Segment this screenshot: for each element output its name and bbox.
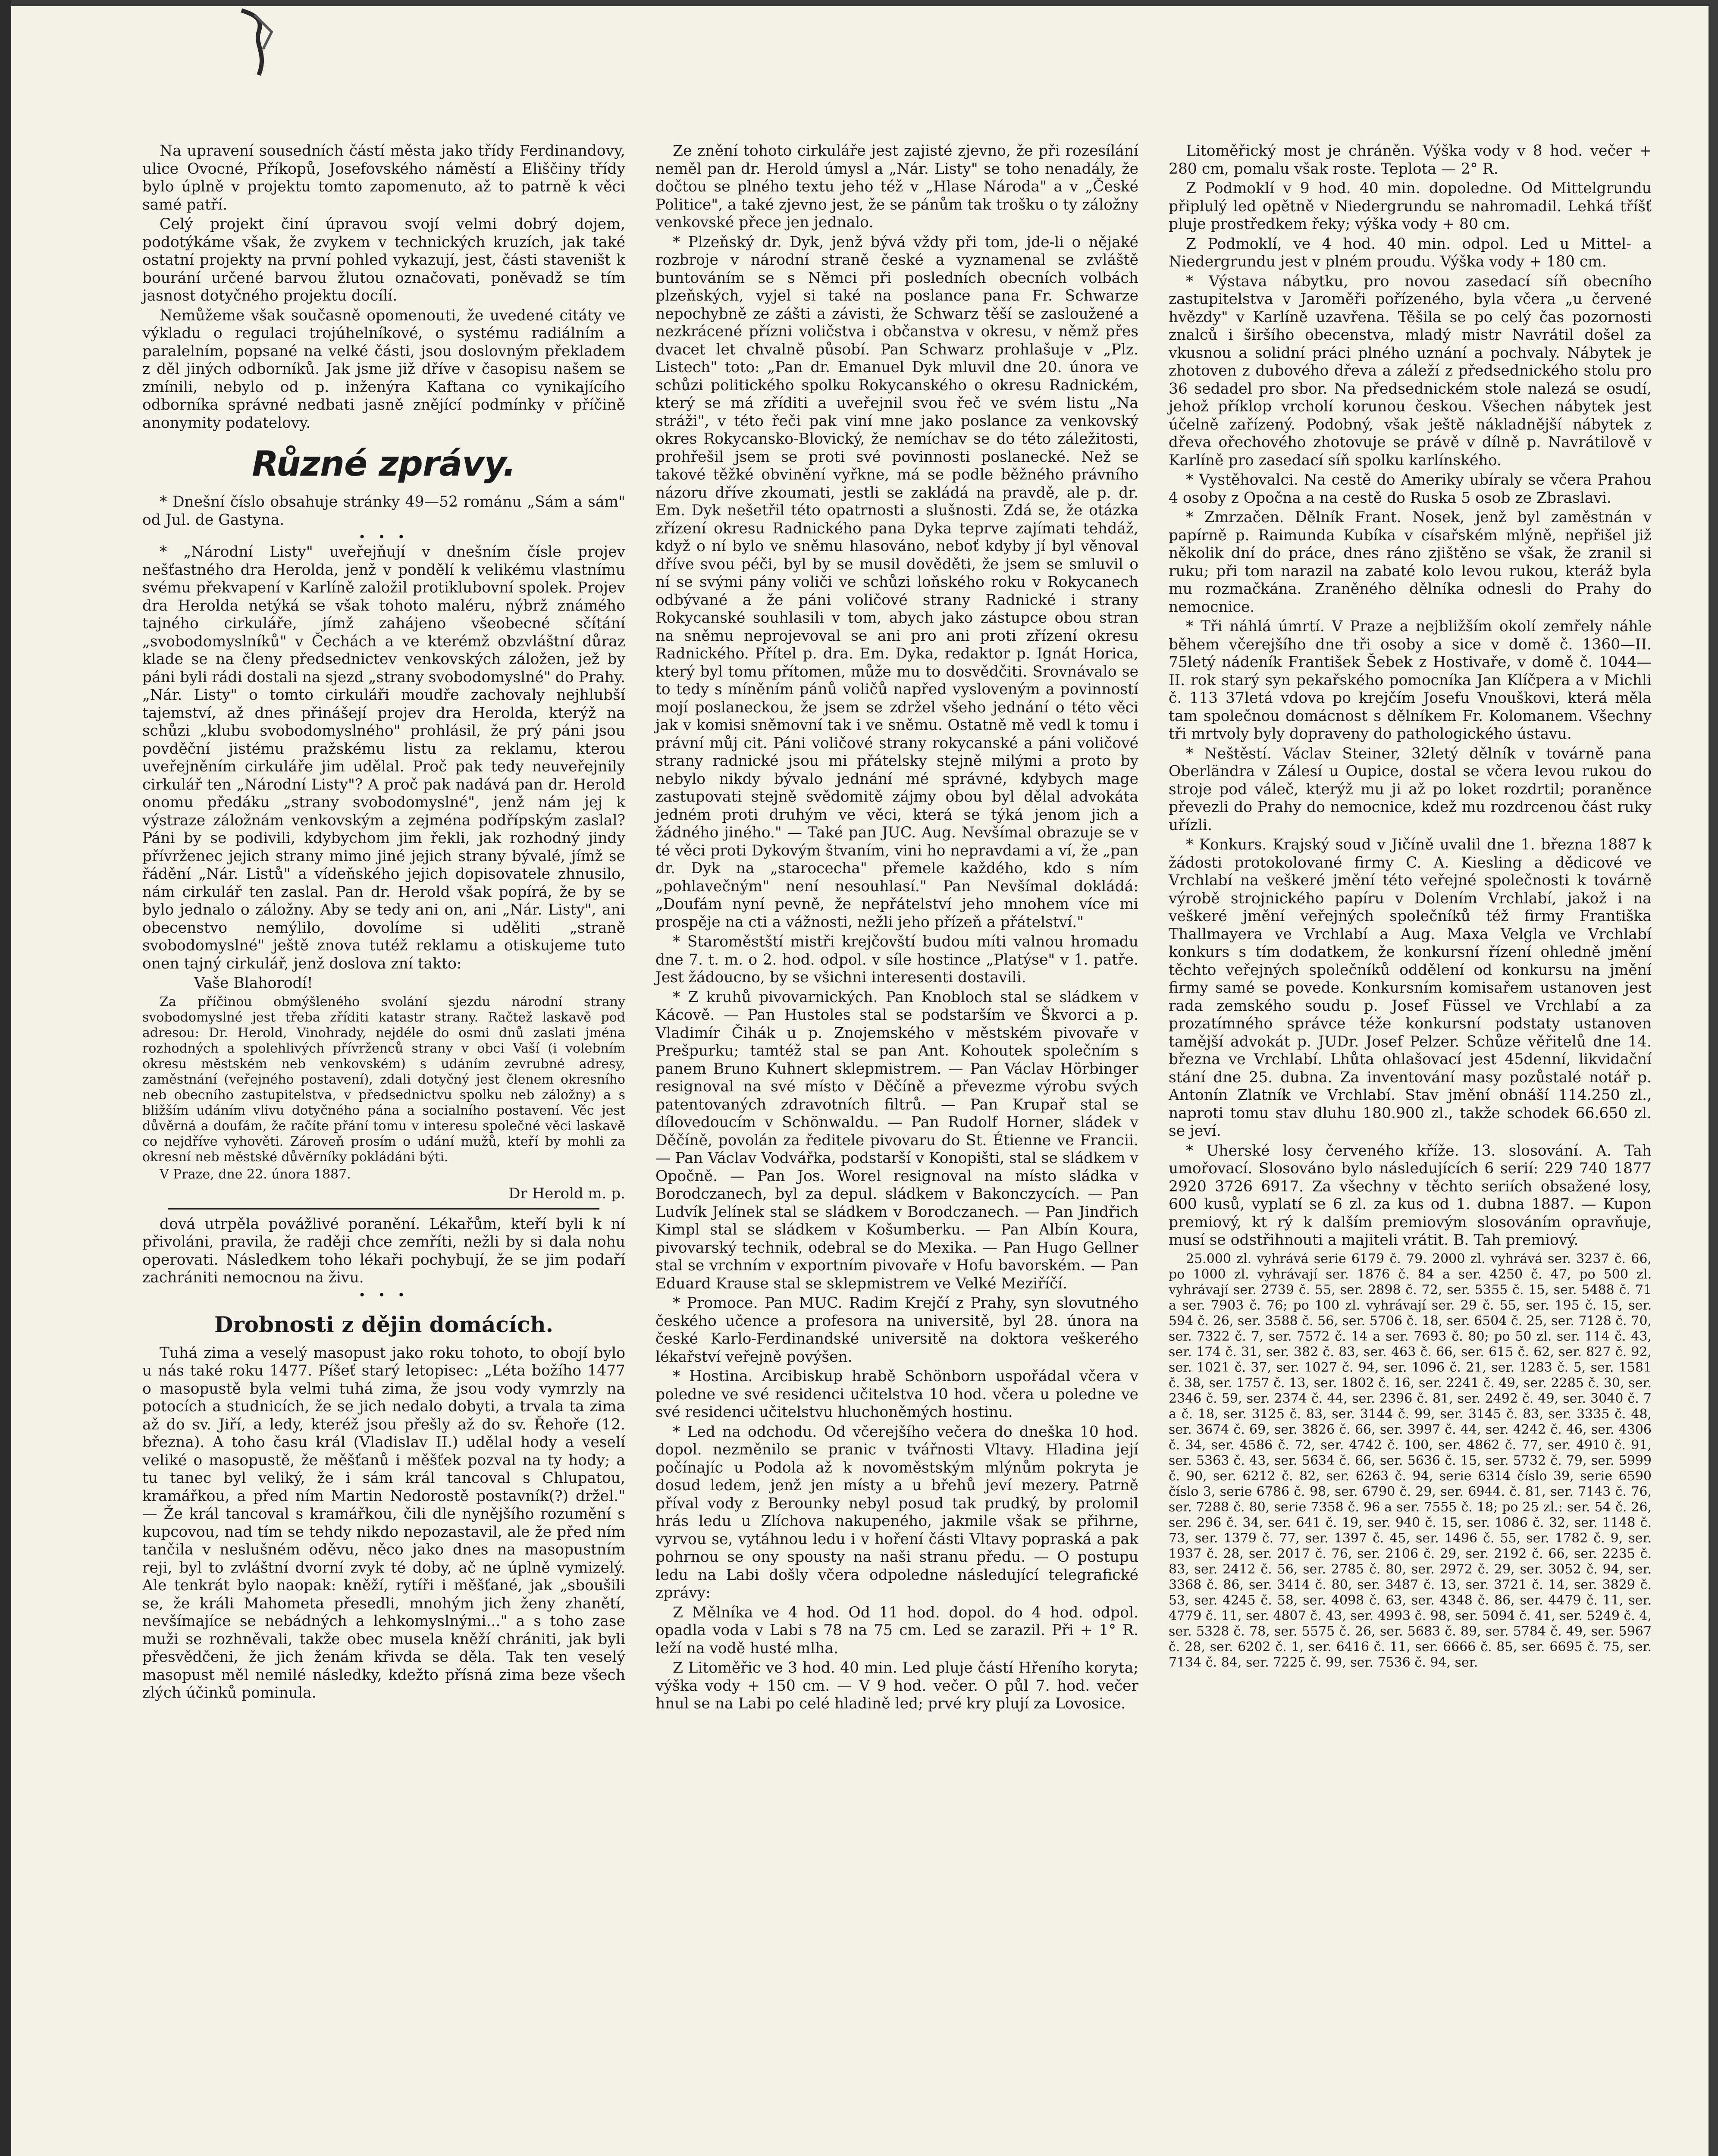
letter-body: Za příčinou obmýšleného svolání sjezdu národní strany svobodomyslné jest třeba zříditi katastr strany. Račtež laskavě pod adresou: Dr. Herold, Vinohrady, nejdéle do osmi dnů zaslati jména rozhodných a spolehlivých přívrženců strany v obci Vaší (i volebním okresu městském neb venkovském) s udáním zevrubné adresy, zaměstnání (veřejného postavení), zdali dotyčný jest členem okresního neb obecního zastupitelstva, v předsednictvu spolku neb záložny) a s bližším udáním vlivu dotyčného pána a socialního postavení. Věc jest důvěrná a doufám, že račíte přání tomu v interesu společné věci laskavě co nejdříve vyhověti. Zároveň prosím o udání mužů, kteří by mohli za okresní neb městské důvěrníky pokládáni býti. <box>142 994 625 1165</box>
paragraph: Celý projekt činí úpravou svojí velmi dobrý dojem, podotýkáme však, že zvykem v technických kruzích, jak také ostatní projekty na první pohled vykazují, jest, části staveništ k bourání určené barvou žlutou označovati, poněvadž se tím jasnost dotyčného projektu docílí. <box>142 216 625 304</box>
paragraph: Ze znění tohoto cirkuláře jest zajisté zjevno, že při rozesílání neměl pan dr. Herold úmysl a „Nár. Listy" se toho nenadály, že dočtou se plného textu jeho též v „Hlase Národa" a v „České Politice", a také zjevno jest, že se pánům tak trošku o ty záložny venkovské přece jen jednalo. <box>655 142 1138 231</box>
news-item: * Z kruhů pivovarnických. Pan Knobloch stal se sládkem v Kácově. — Pan Hustoles stal se podstarším ve Škvorci a p. Vladimír Čihák u p. Znojemského v městském pivovaře v Prešpurku; tamtéž stal se pan Ant. Kohoutek společním s panem Bruno Kuhnert sklepmistrem. — Pan Václav Hörbinger resignoval na své místo v Děčíně a převezme výrobu svých patentovaných zdravotních filtrů. — Pan Krupař stal se dílovedoucím v Schönwaldu. — Pan Rudolf Horner, sládek v Děčíně, povolán za ředitele pivovaru do St. Étienne ve Francii. — Pan Václav Vodvářka, podstarší v Konopišti, stal se sládkem v Opočně. — Pan Jos. Worel resignoval na místo sládka v Borodczanech, byl za depul. sládkem v Bakonczycích. — Pan Ludvík Jelínek stal se sládkem v Borodczanech. — Pan Jindřich Kimpl stal se sládkem v Košumberku. — Pan Albín Koura, pivovarský technik, odebral se do Mexika. — Pan Hugo Gellner stal se vrchním v exportním pivovaře v Hofu bavorském. — Pan Eduard Krause stal se sklepmistrem ve Velké Meziříčí. <box>655 988 1138 1292</box>
news-item: * Výstava nábytku, pro novou zasedací síň obecního zastupitelstva v Jaroměři pořízeného, byla včera „u červené hvězdy" v Karlíně uzavřena. Těšila se po celý čas pozornosti znalců i širšího obecenstva, mladý mistr Navrátil došel za vkusnou a solidní práci plného uznání a pochvaly. Nábytek je zhotoven z dubového dřeva a záleží z předsednického stolu pro 36 sedadel pro sbor. Na předsednickém stole nalezá se osudí, jehož příklop vrcholí korunou českou. Všechen nábytek jest účelně zařízený. Podobný, však ještě nákladnější nábytek z dřeva ořechového zhotovuje se právě v dílně p. Navrátilově v Karlíně pro zasedací síň spolku karlínského. <box>1169 273 1652 469</box>
news-item: * Uherské losy červeného kříže. 13. slosování. A. Tah umořovací. Slosováno bylo následujících 6 serií: 229 740 1877 2920 3726 6917. Za všechny v těchto seriích obsažené losy, 600 kusů, vyplatí se 6 zl. za kus od 1. dubna 1887. — Kupon premiový, kt rý k dalším premiovým slosováním opravňuje, musí se odstřihnouti a majiteli vrátit. B. Tah premiový. <box>1169 1142 1652 1249</box>
column-right <box>1169 142 1652 1672</box>
paragraph: Na upravení sousedních částí města jako třídy Ferdinandovy, ulice Ovocné, Příkopů, Josefovského náměstí a Eliščiny třídy bylo úplně v projektu tomto zapomenuto, až to patrně k věci samé patří. <box>142 142 625 213</box>
lottery-results: 25.000 zl. vyhrává serie 6179 č. 79. 2000 zl. vyhrává ser. 3237 č. 66, po 1000 zl. vyhrávají ser. 1876 č. 84 a ser. 4250 č. 47, po 500 zl. vyhrávají ser. 2739 č. 55, ser. 2898 č. 72, ser. 5355 č. 15, ser. 5488 č. 71 a ser. 7903 č. 76; po 100 zl. vyhrávají ser. 29 č. 55, ser. 195 č. 15, ser. 594 č. 26, ser. 3588 č. 56, ser. 5706 č. 18, ser. 6504 č. 25, ser. 7128 č. 70, ser. 7322 č. 7, ser. 7572 č. 14 a ser. 7693 č. 80; po 50 zl. ser. 114 č. 43, ser. 174 č. 31, ser. 382 č. 83, ser. 463 č. 66, ser. 615 č. 62, ser. 827 č. 92, ser. 1021 č. 37, ser. 1027 č. 94, ser. 1096 č. 21, ser. 1283 č. 5, ser. 1581 č. 38, ser. 1757 č. 13, ser. 1802 č. 16, ser. 2241 č. 49, ser. 2285 č. 30, ser. 2346 č. 59, ser. 2374 č. 44, ser. 2396 č. 81, ser. 2492 č. 49, ser. 3040 č. 7 a č. 18, ser. 3125 č. 83, ser. 3144 č. 99, ser. 3145 č. 83, ser. 3335 č. 48, ser. 3674 č. 69, ser. 3826 č. 66, ser. 3997 č. 44, ser. 4242 č. 46, ser. 4306 č. 34, ser. 4586 č. 72, ser. 4742 č. 100, ser. 4862 č. 77, ser. 4910 č. 91, ser. 5363 č. 43, ser. 5634 č. 66, ser. 5636 č. 15, ser. 5732 č. 79, ser. 5999 č. 90, ser. 6212 č. 82, ser. 6263 č. 94, serie 6314 číslo 39, serie 6590 číslo 3, serie 6786 č. 98, ser. 6790 č. 29, ser. 6944. č. 81, ser. 7143 č. 76, ser. 7288 č. 80, serie 7358 č. 96 a ser. 7555 č. 18; po 25 zl.: ser. 54 č. 26, ser. 296 č. 34, ser. 641 č. 19, ser. 940 č. 15, ser. 1086 č. 32, ser. 1148 č. 73, ser. 1379 č. 77, ser. 1397 č. 45, ser. 1496 č. 55, ser. 1782 č. 9, ser. 1937 č. 28, ser. 2017 č. 76, ser. 2106 č. 29, ser. 2192 č. 66, ser. 2235 č. 83, ser. 2412 č. 56, ser. 2785 č. 80, ser. 2972 č. 29, ser. 3052 č. 94, ser. 3368 č. 86, ser. 3414 č. 80, ser. 3487 č. 13, ser. 3721 č. 14, ser. 3829 č. 53, ser. 4245 č. 58, ser. 4098 č. 63, ser. 4348 č. 86, ser. 4479 č. 11, ser. 4779 č. 11, ser. 4807 č. 43, ser. 4993 č. 98, ser. 5094 č. 41, ser. 5249 č. 4, ser. 5328 č. 78, ser. 5575 č. 26, ser. 5683 č. 89, ser. 5784 č. 49, ser. 5967 č. 28, ser. 6202 č. 1, ser. 6416 č. 11, ser. 6666 č. 85, ser. 6695 č. 75, ser. 7134 č. 84, ser. 7225 č. 99, ser. 7536 č. 94, ser. <box>1169 1251 1652 1670</box>
news-item: * Plzeňský dr. Dyk, jenž bývá vždy při tom, jde-li o nějaké rozbroje v národní straně české a vyznamenal se zvláště buntováním se s Němci při posledních obecních volbách plzeňských, vyjel si také na poslance pana Fr. Schwarze nepochybně ze zášti a závisti, že Schwarz těší se zasloužené a nezkrácené přízni voličstva i občanstva v okresu, v němž přes dvacet let chvalně působí. Pan Schwarz prohlašuje v „Plz. Listech" toto: „Pan dr. Emanuel Dyk mluvil dne 20. února ve schůzi politického spolku Rokycanského o okresu Radnickém, který se má zříditi a uveřejnil svou řeč ve svém listu „Na stráži", v této řeči pak viní mne jako poslance za venkovský okres Rokycansko-Blovický, že nemíchav se do této záležitosti, prohřešil jsem se proti své povinnosti poslanecké. Než se takové těžké obvinění vyřkne, má se podle běžného právního názoru dříve zkoumati, jestli se zakládá na pravdě, ale p. dr. Em. Dyk nešetřil této opatrnosti a slušnosti. Zdá se, že otázka zřízení okresu Radnického pana Dyka teprve zajímati tehdáž, když o ní bylo ve sněmu hlasováno, neboť kdyby jí byl věnoval dříve svou péči, byl by se musil dověděti, že jsem se smluvil o ní se svými pány voliči ve schůzi loňského roku v Rokycanech odbývané a že páni voličové strany Radnické i strany Rokycanské souhlasili v tom, abych jako zástupce obou stran na sněmu neprojevoval se ani pro ani proti zřízení okresu Radnického. Přítel p. dra. Em. Dyka, redaktor p. Ignát Horica, který byl tomu přítomen, může mu to dosvědčiti. Srovnávalo se to tedy s míněním pánů voličů napřed vysloveným a povinností mojí poslaneckou, že jsem se zdržel všeho jednání o této věci jak v komisi sněmovní tak i ve sněmu. Ostatně mě vedl k tomu i právní můj cit. Páni voličové strany rokycanské a páni voličové strany radnické jsou mi přátelsky stejně milými a proto by nebylo nikdy bývalo jednání mé správné, kdybych mage zastupovati stejně svědomitě zájmy obou byl dělal advokáta jedném proti druhým ve věci, která se týká jenom jich a žádného jiného." — Také pan JUC. Aug. Nevšímal obrazuje se v té věci proti Dykovým štvaním, vini ho nepravdami a ví, že „pan dr. Dyk na „starocecha" přemele každého, kdo s ním „pohlavečným" není nesouhlasí." Pan Nevšímal dokládá: „Doufám nyní pevně, že nepřátelství jeho mnohem více mi prospěje na cti a vážnosti, nežli jeho přízeň a přátelství." <box>655 233 1138 931</box>
scan-border-top <box>0 0 1718 6</box>
news-item: * „Národní Listy" uveřejňují v dnešním čísle projev nešťastného dra Herolda, jenž v pondělí k velikému vlastnímu svému překvapení v Karlíně založil protiklubovní spolek. Projev dra Herolda netýká se však tohoto maléru, nýbrž známého tajného cirkuláře, jímž zahájeno všeobecné sčítání „svobodomyslníků" v Čechách a ve kterémž obzvláštní důraz klade se na členy předsednictev venkovských záložen, jež by páni byli rádi dostali na sjezd „strany svobodomyslné" do Prahy. „Nár. Listy" o tomto cirkuláři moudře zachovaly nejhlubší tajemství, až dnes přinášejí projev dra Herolda, kterýž na schůzi „klubu svobodomyslného" prohlásil, že prý páni jsou povděční jistému pražskému listu za reklamu, kterou uveřejněním cirkuláře jim udělal. Proč pak tedy neuveřejnily cirkulář ten „Národní Listy"? A proč pak nadává pan dr. Herold onomu předáku „strany svobodomyslné", jenž nám jej k výstraze záložnám venkovským a zejména podřípským zaslal? Páni by se podivili, kdybychom jim řekli, jak rozhodný jindy přívrženec jejich strany mimo jiné jejich strany bývalé, jímž se řádění „Nár. Listů" a vídeňského jejich dopisovatele zhnusilo, nám cirkulář ten zaslal. Pan dr. Herold však popírá, že by se bylo jednalo o záložny. Aby se tedy ani on, ani „Nár. Listy", ani obecenstvo nemýlilo, dovolíme si uděliti „straně svobodomyslné" ještě znova tutéž reklamu a otiskujeme tuto onen tajný cirkulář, jenž doslova zní takto: <box>142 543 625 972</box>
news-item: * Led na odchodu. Od včerejšího večera do dneška 10 hod. dopol. nezměnilo se pranic v tvářnosti Vltavy. Hladina její počínajíc u Podola až k novoměstským mlýnům pokryta je dosud ledem, jenž jen místy a u břehů jeví mezery. Patrně příval vody z Berounky nebyl posud tak prudký, by prolomil hrás ledu u Zlíchova nakupeného, jakmile však se přihrne, vyrvou se, vytáhnou ledu i v hoření části Vltavy popraská a pak pohrnou se ony spousty na naši stranu předu. — O postupu ledu na Labi došly včera odpoledne následující telegrafické zprávy: <box>655 1423 1138 1601</box>
scan-border-right <box>1709 0 1718 2156</box>
paragraph: dová utrpěla povážlivé poranění. Lékařům, kteří byli k ní přivoláni, pravila, že raději chce zemříti, nežli by si dala nohu operovati. Následkem toho lékaři pochybují, že se jim podaří zachrániti nemocnou na živu. <box>142 1215 625 1286</box>
telegram-report: Z Litoměřic ve 3 hod. 40 min. Led pluje částí Hřeního koryta; výška vody + 150 cm. — V 9 hod. večer. O půl 7. hod. večer hnul se na Labi po celé hladině led; prvé kry plují za Lovosice. <box>655 1659 1138 1712</box>
news-item: * Neštěstí. Václav Steiner, 32letý dělník v továrně pana Oberländra v Zálesí u Oupice, dostal se včera levou rukou do stroje pod váleč, kterýž mu ji až po loket rozdrtil; poraněnce převezli do Prahy do nemocnice, kdež mu rozdrcenou část ruky uřízli. <box>1169 745 1652 834</box>
column-left <box>142 142 625 1704</box>
news-item: * Staroměstští mistři krejčovští budou míti valnou hromadu dne 7. t. m. o 2. hod. odpol. v síle hostince „Platýse" v 1. patře. Jest žádoucno, by se všichni interesenti dostavili. <box>655 933 1138 986</box>
letter-signature: Dr Herold m. p. <box>508 1185 625 1202</box>
news-item: * Konkurs. Krajský soud v Jičíně uvalil dne 1. března 1887 k žádosti protokolované firmy C. A. Kiesling a dědicové ve Vrchlabí na veškeré jmění této veřejné společnosti k továrně výrobě strojnického papíru v Dolením Vrchlabí, jakož i na veškeré jmění veřejných společníků též firmy Františka Thallmayera ve Vrchlabí a Aug. Maxa Velgla ve Vrchlabí konkurs s tím dodatkem, že konkursní řízení ohledně jmění těchto veřejných společníků oddělení od konkursu na jmění firmy samé se povede. Konkursním komisařem ustanoven jest rada zemského soudu p. Josef Füssel ve Vrchlabí a za prozatímného správce téže konkursní podstaty ustanoven tamější advokát p. JUDr. Josef Pelzer. Schůze věřitelů dne 14. března ve Vrchlabí. Lhůta ohlašovací jest 45denní, likvidační stání dne 25. dubna. Za inventování masy pozůstalé notář p. Antonín Zlatník ve Vrchlabí. Stav jmění obnáší 114.250 zl., naproti tomu stav dluhu 180.900 zl., takže schodek 66.650 zl. se jeví. <box>1169 836 1652 1140</box>
separator-dots: • • • <box>358 530 409 544</box>
article-heading: Drobnosti z dějin domácích. <box>214 1311 554 1337</box>
section-heading: Různé zprávy. <box>252 444 516 484</box>
torn-corner-mark <box>233 6 280 79</box>
telegram-report: Litoměřický most je chráněn. Výška vody v 8 hod. večer + 280 cm, pomalu však roste. Teplota — 2° R. <box>1169 142 1652 178</box>
news-item: * Vystěhovalci. Na cestě do Ameriky ubíraly se včera Prahou 4 osoby z Opočna a na cestě do Ruska 5 osob ze Zbraslavi. <box>1169 471 1652 507</box>
news-item: * Tři náhlá úmrtí. V Praze a nejbližším okolí zemřely náhle během včerejšího dne tři osoby a sice v domě č. 1360—II. 75letý nádeník František Šebek z Hostivaře, v domě č. 1044—II. rok starý syn pekařského pomocníka Jan Klíčpera a v Michli č. 113 37letá vdova po krejčím Josefu Vnouškovi, která měla tam společnou domácnost s dělníkem Fr. Kolomanem. Všechny tři mrtvoly byly dopraveny do pathologického ústavu. <box>1169 618 1652 743</box>
divider <box>168 1208 599 1210</box>
scan-border-left <box>0 0 11 2156</box>
column-middle <box>655 142 1138 1715</box>
news-item: * Zmrzačen. Dělník Frant. Nosek, jenž byl zaměstnán v papírně p. Raimunda Kubíka v císařském mlýně, nepřišel již několik dní do práce, dnes ráno zjištěno se však, že zranil si ruku; při tom narazil na zabaté kolo levou rukou, kteráž byla mu rozmačkána. Zraněného dělníka odnesli do Prahy do nemocnice. <box>1169 509 1652 616</box>
news-item: * Promoce. Pan MUC. Radim Krejčí z Prahy, syn slovutného českého učence a profesora na universitě, byl 28. února na české Karlo-Ferdinandské universitě na doktora veškerého lékařství veřejně povýšen. <box>655 1294 1138 1366</box>
separator-dots: • • • <box>358 1288 409 1302</box>
paragraph: Nemůžeme však současně opomenouti, že uvedené citáty ve výkladu o regulaci trojúhelníkové, o systému radiálním a paralelním, popsané na velké části, jsou doslovným překladem z děl jiných odborníků. Jak jsme již dříve v časopisu našem se zmínili, nebylo od p. inženýra Kaftana co vynikajícího odborníka správné nedbati jasně znějící podmínky v příčině anonymity podatelovy. <box>142 307 625 432</box>
paragraph: Tuhá zima a veselý masopust jako roku tohoto, to obojí bylo u nás také roku 1477. Píšeť starý letopisec: „Léta božího 1477 o masopustě byla velmi tuhá zima, že jsou vody vymrzly na potocích a studnicích, že se jich nedalo dobyti, a trvala ta zima až do sv. Jiří, a ledy, kteréž jsou přešly až do sv. Řehoře (12. března). A toho času král (Vladislav II.) udělal hody a veselí veliké o masopustě, že měšťanů i měšťek pozval na ty hody; a tu tanec byl veliký, že i sám král tancoval s Chlupatou, kramářkou, a před ním Martin Nedorostě postavník(?) držel." — Že král tancoval s kramářkou, čili dle nynějšího rozumění s kupcovou, nad tím se tehdy nikdo nepozastavil, ale že před ním tančila v neslušném oděvu, něco jako dnes na masopustním reji, byl to zvláštní dvorní zvyk té doby, ač ne úplně vymizelý. Ale tenkrát bylo naopak: kněží, rytíři i měšťané, jak „sboušili se, že králi Mahometa přesedli, mnohým jich ženy zhanětí, nevšímajíce se nebádných a lehkomyslnými..." a s toho zase muži se rozhněvali, takže obec musela kněží chrániti, jak byli přesvědčeni, že jich ženám křivda se děla. Tak ten veselý masopust měl nemilé následky, kdežto přísná zima beze všech zlých účinků pominula. <box>142 1344 625 1702</box>
letter-salutation: Vaše Blahorodí! <box>194 975 313 992</box>
telegram-report: Z Mělníka ve 4 hod. Od 11 hod. dopol. do 4 hod. odpol. opadla voda v Labi s 78 na 75 cm. Led se zarazil. Při + 1° R. leží na vodě husté mlha. <box>655 1604 1138 1657</box>
telegram-report: Z Podmoklí, ve 4 hod. 40 min. odpol. Led u Mittel- a Niedergrundu jest v plném proudu. Výška vody + 180 cm. <box>1169 235 1652 270</box>
newspaper-page <box>142 142 1652 2156</box>
news-item: * Hostina. Arcibiskup hrabě Schönborn uspořádal včera v poledne ve své residenci učitelstva 10 hod. včera u poledne ve své residenci učitelstvu hluchoněmých hostinu. <box>655 1368 1138 1421</box>
letter-dateline: V Praze, dne 22. února 1887. <box>160 1166 351 1182</box>
telegram-report: Z Podmoklí v 9 hod. 40 min. dopoledne. Od Mittelgrundu připlulý led opětně v Niedergrundu se nahromadil. Lehká tříšť pluje prostředkem řeky; výška vody + 80 cm. <box>1169 180 1652 233</box>
news-item: * Dnešní číslo obsahuje stránky 49—52 románu „Sám a sám" od Jul. de Gastyna. <box>142 493 625 529</box>
